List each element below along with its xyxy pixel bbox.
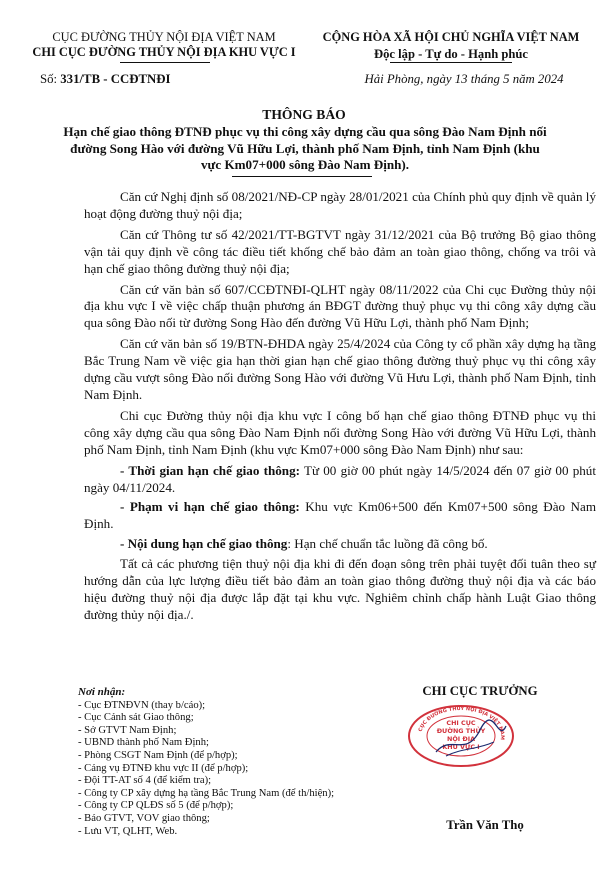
agency-underline [120, 62, 210, 63]
recipient-item: - Phòng CSGT Nam Định (để p/hợp); [78, 749, 238, 761]
basis-approval: Căn cứ văn bản số 607/CCĐTNĐI-QLHT ngày 08/11/2022 của Chi cục Đường thủy nội địa khu vực I về việc chấp thuận phương án BĐGT đường thuỷ phục vụ thi công xây dựng cầu qua sông Đào nối từ đường Song Hào đến đường Vũ Hữu Lợi, thành phố Nam Định; [84, 281, 596, 331]
date-place: Hải Phòng, ngày 13 tháng 5 năm 2024 [364, 72, 564, 86]
basis-decree: Căn cứ Nghị định số 08/2021/NĐ-CP ngày 28/01/2021 của Chính phủ quy định về quản lý hoạt động đường thuỷ nội địa; [84, 189, 596, 221]
seal-line: NỘI ĐỊA [446, 735, 476, 743]
national-heading [308, 30, 594, 63]
restriction-scope-text: Khu vực Km06+500 đến Km07+500 sông Đào Nam Định. [84, 499, 597, 532]
announcement: Chi cục Đường thủy nội địa khu vực I công bố hạn chế giao thông ĐTNĐ phục vụ thi công xây dựng cầu qua sông Đào Nam Định nối đường Song Hào với đường Vũ Hữu Lợi, thành phố Nam Định, tỉnh Nam Định (khu vực Km07+000 sông Đào Nam Định) như sau: [84, 407, 596, 457]
recipient-item: - Lưu VT, QLHT, Web. [78, 825, 178, 837]
agency-name: CHI CỤC ĐƯỜNG THỦY NỘI ĐỊA KHU VỰC I [32, 45, 296, 59]
recipient-item: - Cảng vụ ĐTNĐ khu vực II (để p/hợp); [78, 762, 249, 774]
recipient-item: - Cục Cảnh sát Giao thông; [78, 712, 194, 724]
national-motto: Độc lập - Tự do - Hạnh phúc [374, 47, 528, 61]
restriction-time-text: Từ 00 giờ 00 phút ngày 14/5/2024 đến 07 giờ 00 phút ngày 04/11/2024. [84, 462, 596, 495]
signer-name: Trần Văn Thọ [446, 818, 524, 832]
restriction-content [84, 536, 596, 553]
official-seal [406, 704, 516, 768]
restriction-time-label: - Thời gian hạn chế giao thông: [120, 462, 300, 478]
restriction-content-text: : Hạn chế chuẩn tắc luồng đã công bố. [287, 536, 488, 552]
seal-ring-text: CỤC ĐƯỜNG THỦY NỘI ĐỊA VIỆT NAM [417, 705, 506, 741]
recipient-item: - Đội TT-AT số 4 (để kiểm tra); [78, 775, 212, 787]
recipients-block [78, 686, 358, 838]
parent-agency: CỤC ĐƯỜNG THỦY NỘI ĐỊA VIỆT NAM [52, 30, 276, 44]
doc-number-label: Số: [40, 72, 58, 86]
restriction-time [84, 463, 596, 497]
restriction-scope-label: - Phạm vi hạn chế giao thông: [120, 499, 300, 515]
country-name: CỘNG HÒA XÃ HỘI CHỦ NGHĨA VIỆT NAM [322, 30, 580, 44]
document-header [0, 30, 608, 76]
document-title: THÔNG BÁO [262, 107, 346, 122]
restriction-content-label: - Nội dung hạn chế giao thông [120, 536, 288, 552]
seal-line: KHU VỰC I [442, 743, 480, 751]
seal-line: ĐƯỜNG THỦY [436, 727, 486, 735]
doc-number-value: 331/TB - CCĐTNĐI [60, 72, 171, 86]
recipients-title: Nơi nhận: [78, 686, 126, 698]
recipient-item: - UBND thành phố Nam Định; [78, 737, 209, 749]
recipient-item: - Báo GTVT, VOV giao thông; [78, 812, 210, 824]
document-body [84, 189, 596, 628]
motto-underline [390, 62, 512, 63]
issuing-agency [14, 30, 314, 60]
subject-underline [232, 176, 372, 177]
basis-request: Căn cứ văn bản số 19/BTN-ĐHDA ngày 25/4/2024 của Công ty cổ phần xây dựng hạ tầng Bắc Trung Nam về việc gia hạn thời gian hạn chế giao thông đường thuỷ phục vụ thi công xây dựng cầu vượt sông Đào nối đường Song Hào với đường Vũ Hưu Lợi, thành phố Nam Định, tỉnh Nam Định. [84, 336, 596, 402]
compliance-notice: Tất cả các phương tiện thuỷ nội địa khi đi đến đoạn sông trên phải tuyệt đối tuân theo sự hướng dẫn của lực lượng điều tiết bảo đảm an toàn giao thông đường thuỷ nội địa và các báo hiệu đường thuỷ nội địa được lắp đặt tại khu vực. Nghiêm chỉnh chấp hành Luật Giao thông đường thủy nội địa./. [84, 556, 596, 622]
seal-line: CHI CỤC [446, 719, 476, 727]
document-number [40, 72, 171, 87]
recipient-item: - Sở GTVT Nam Định; [78, 724, 177, 736]
basis-circular: Căn cứ Thông tư số 42/2021/TT-BGTVT ngày 31/12/2021 của Bộ trưởng Bộ giao thông vận tải quy định về công tác điều tiết khống chế bảo đảm an toàn giao thông, chống va trôi và hạn chế giao thông đường thuỷ nội địa; [84, 226, 596, 276]
recipient-item: - Công ty CP xây dựng hạ tầng Bắc Trung Nam (để th/hiện); [78, 787, 335, 799]
recipient-item: - Công ty CP QLĐS số 5 (để p/hợp); [78, 800, 234, 812]
recipient-item: - Cục ĐTNĐVN (thay b/cáo); [78, 699, 206, 711]
signer-title: CHI CỤC TRƯỞNG [422, 684, 538, 698]
restriction-scope [84, 499, 596, 533]
document-subject: Hạn chế giao thông ĐTNĐ phục vụ thi công xây dựng cầu qua sông Đào Nam Định nối đường Song Hào với đường Vũ Hữu Lợi, thành phố Nam Định, tỉnh Nam Định (khu vực Km07+000 sông Đào Nam Định). [63, 124, 547, 172]
